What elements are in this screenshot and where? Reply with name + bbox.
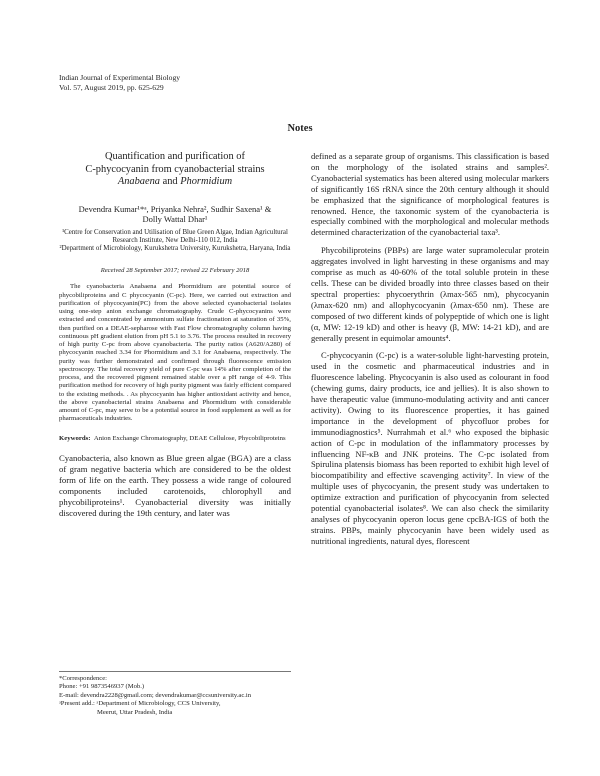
affiliation-1: ¹Centre for Conservation and Utilisation of Blue Green Algae, Indian Agricultural Research Institute, New Delhi-110 012, India [62,228,288,244]
title-and: and [159,176,181,188]
journal-volume: Vol. 57, August 2019, pp. 625-629 [59,83,164,92]
right-column [311,151,549,554]
title-line-3 [59,176,291,189]
title-genus-phormidium: Phormidium [180,176,233,188]
keywords-label: Keywords: [59,434,91,442]
affiliation-2: ²Department of Microbiology, Kurukshetra University, Kurukshetra, Haryana, India [59,245,291,253]
keywords-list: Anion Exchange Chromatography, DEAE Cellulose, Phycobiliproteins [93,434,286,442]
authors-line-1: Devendra Kumar¹*ᵃ, Priyanka Nehra², Sudhir Saxena¹ & [78,203,272,214]
footnote-email: E-mail: devendra2228@gmail.com; devendrakumar@ccsuniversity.ac.in [59,691,252,699]
paragraph-2: Phycobiliproteins (PBPs) are large water supramolecular protein aggregates involved in light harvesting in these organisms and may comprise as much as 40-60% of the total soluble protein in these cells. These can be divided broadly into three classes based on their spectral properties: phycoerythrin (λmax-565 nm), phycocyanin (λmax-620 nm) and allophycocyanin (λmax-650 nm). These are composed of two different kinds of polypeptide of which one is light (α, MW: 12-19 kD) and other is heavy (β, MW: 14-21 kD), and are generally present in equimolar amounts⁴. [311,245,549,343]
section-heading: Notes [287,123,313,134]
title-line-2: C-phycocyanin from cyanobacterial strains [85,163,265,175]
footnote-present-address-2: Meerut, Uttar Pradesh, India [97,708,173,716]
affiliations [59,229,291,254]
journal-header [59,73,180,93]
authors-line-2: Dolly Wattal Dhar¹ [142,214,208,225]
paragraph-1: defined as a separate group of organisms. This classification is based on the morphology of the isolated strains and samples². Cyanobacterial systematics has been altered using molecular markers of significantly 16S rRNA since the 20th century although it should be emphasized that the significance of morphological features is renowned. Hence, the taxonomic system of the cyanobacteria is especially combined with the morphological and molecular methods determined characterization of the cyanobacterial taxa³. [311,151,549,238]
article-title [59,151,291,189]
footnote-phone: Phone: +91 9873546937 (Mob.) [59,683,145,691]
footnotes [59,671,291,717]
left-column [59,151,291,520]
title-line-1: Quantification and purification of [105,151,245,162]
keywords [59,435,291,443]
received-dates: Received 28 September 2017; revised 22 February 2018 [100,267,250,275]
paragraph-3: C-phycocyanin (C-pc) is a water-soluble light-harvesting protein, used in the cosmetic and pharmaceutical industries and in fluorescence labeling. Phycocyanin is also used as colourant in food (chewing gums, dairy products, ice and jellies). It is also shown to have therapeutic value (immuno-modulating activity and anti cancer activity). Owing to its fluorescence properties, it has gained importance in the development of phycofluor probes for immunodiagnostics⁵. Nurrahmah et al.⁶ who exposed the biphasic action of C-pc in modulation of the inflammatory processes by influencing NF-κB and JNK proteins. The C-pc isolated from Spirulina platensis biomass has been reported to exhibit high level of biocompatibility and effective scavenging activity⁷. In view of the multiple uses of phycocyanin, the present study was undertaken to optimize extraction and purification of phycocyanin from selected potential cyanobacterial isolates⁸. We can also check the similarity analyses of phycocyanin operon locus gene cpcBA-IGS of both the strains. PBPs, mainly phycocyanin have been widely used as nutritional ingredients, natural dyes, florescent [311,350,549,546]
authors [59,204,291,225]
footnote-present-address: ᵃPresent add.: ᵃDepartment of Microbiology, CCS University, [59,700,221,708]
journal-name: Indian Journal of Experimental Biology [59,73,181,82]
footnote-correspondence: *Correspondence: [59,675,107,682]
body-text-left: Cyanobacteria, also known as Blue green algae (BGA) are a class of gram negative bacteria which are considered to be the oldest form of life on the earth. They possess a wide range of coloured components included carotenoids, chlorophyll and phycobiliproteins¹. Cyanobacterial diversity was initially discovered during the 19th century, and later was [59,452,291,519]
abstract: The cyanobacteria Anabaena and Phormidium are potential source of phycobiliproteins and C phycocyanin (C-pc). Here, we carried out extraction and purification of phycocyanin(PC) from the above selected cyanobacterial isolates using one-step anion exchange chromatography. Crude C-phycocyanins were extracted and concentrated by ammonium sulfate fractionation at saturation of 35%, then purified on a DEAE-sepharose with Fast Flow chromatography column having continuous pH gradient elution from pH 5.1 to 3.76. The process resulted in recovery of high purity C-pc from above cyanobacteria. The purity ratios (A620/A280) of phycocyanin reached 3.34 for Phormidium and 3.1 for Anabaena, respectively. The purity was further demonstrated and confirmed through fluorescence emission spectroscopy. The total recovery yield of pure C-pc was 14% after completion of the process, and the recovered pigment remained stable over a pH range of 4-9. This purification method for recovery of high purity pigment was fairly efficient compared to the existing methods. . As phycocyanin has higher antioxidant activity and hence, the above cyanobacterial strains Anabaena and Phormidium with considerable amount of C-pc, may serve to be a potential source in food supplement as well as for pharmaceuticals industries. [59,283,291,423]
title-genus-anabaena: Anabaena [117,176,160,188]
